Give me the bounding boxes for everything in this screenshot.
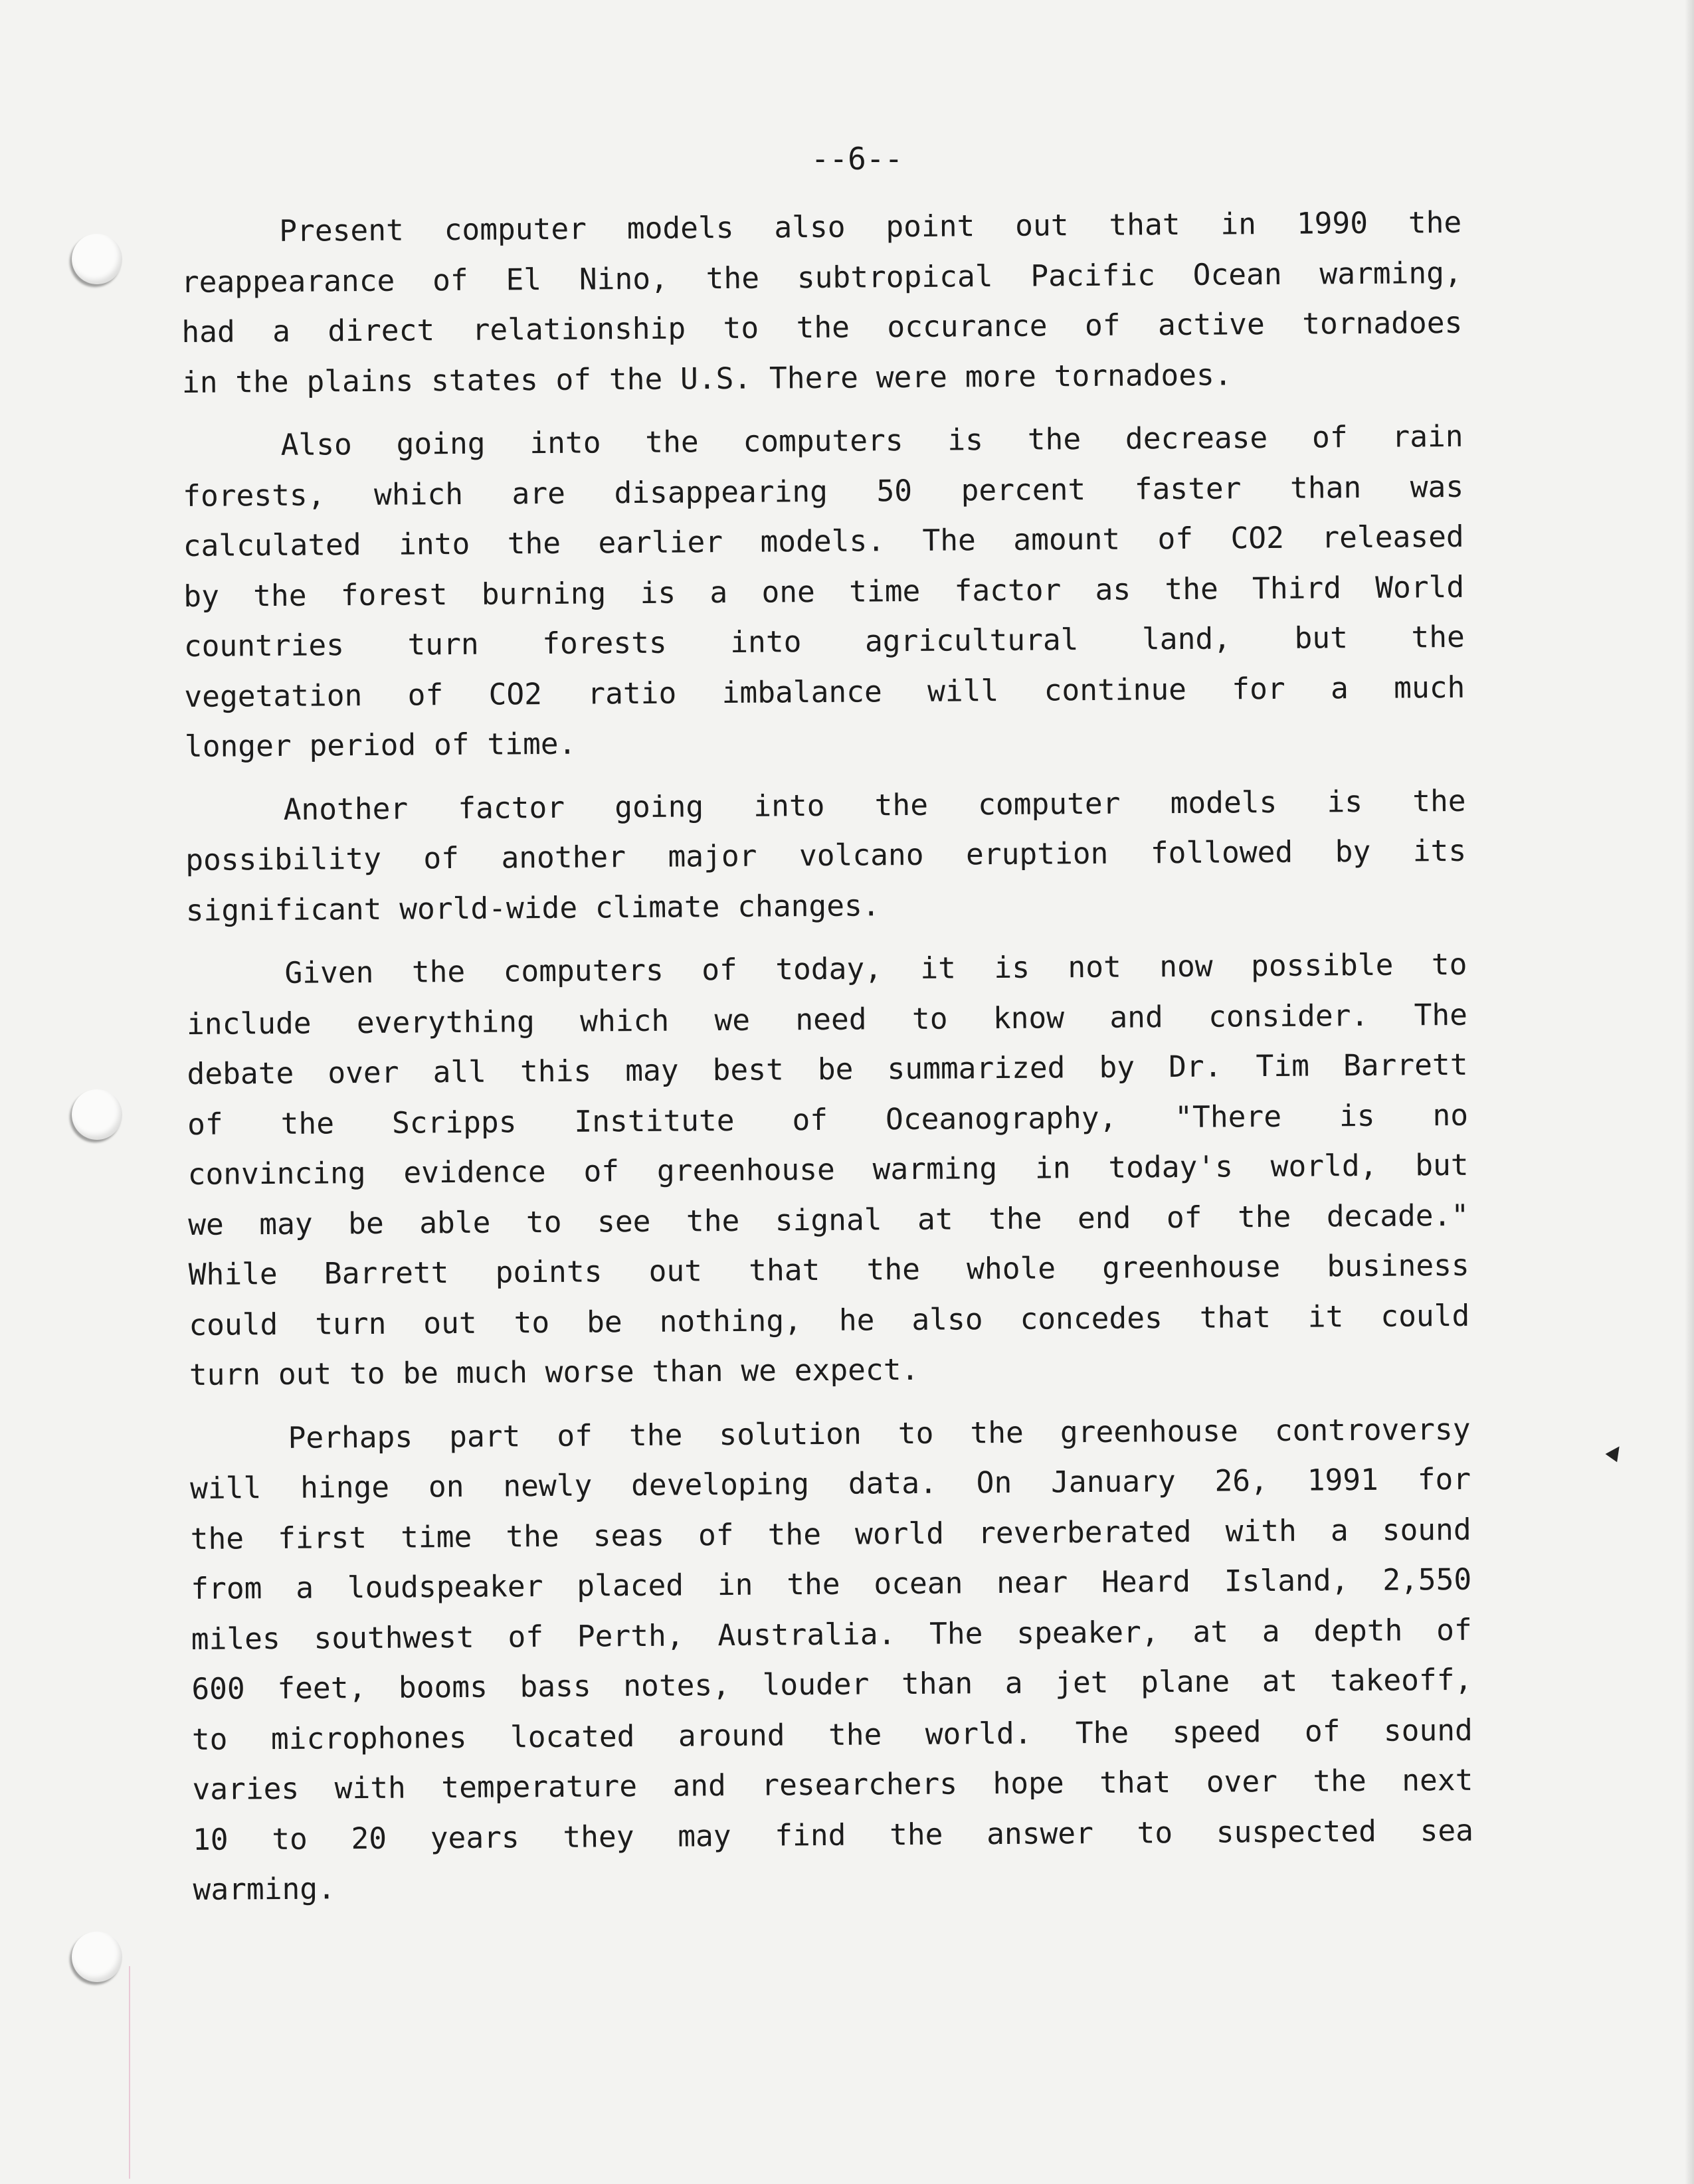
text-line: the first time the seas of the world reverberated with a sound	[190, 1512, 1471, 1556]
text-line: convincing evidence of greenhouse warming in today's world, but	[187, 1148, 1469, 1192]
text-line: 10 to 20 years they may find the answer to suspected sea	[192, 1813, 1474, 1857]
paragraph-5	[189, 1404, 1473, 1915]
text-line: Given the computers of today, it is not now possible to	[284, 947, 1467, 990]
text-line: Perhaps part of the solution to the greenhouse controversy	[288, 1412, 1471, 1455]
text-line: countries turn forests into agricultural land, but the	[183, 620, 1465, 664]
text-line: While Barrett points out that the whole greenhouse business	[188, 1248, 1469, 1292]
ink-mark-icon: ▲	[1604, 1437, 1629, 1465]
paragraph-4	[186, 940, 1470, 1401]
text-line: could turn out to be nothing, he also concedes that it could	[189, 1299, 1470, 1342]
punch-hole-bottom	[72, 1932, 122, 1982]
text-line: Also going into the computers is the decrease of rain	[280, 419, 1463, 462]
margin-line	[129, 1966, 130, 2179]
text-line: varies with temperature and researchers hope that over the next	[192, 1763, 1473, 1807]
text-line: include everything which we need to know and consider. The	[186, 998, 1468, 1042]
text-line: Present computer models also point out that in 1990 the	[279, 205, 1462, 248]
text-line: reappearance of El Nino, the subtropical Pacific Ocean warming,	[181, 256, 1462, 300]
text-line: possibility of another major volcano eruption followed by its	[185, 834, 1467, 877]
text-line: longer period of time.	[184, 727, 577, 764]
text-line: miles southwest of Perth, Australia. The speaker, at a depth of	[191, 1613, 1472, 1657]
paragraph-3	[185, 776, 1467, 936]
text-line: debate over all this may best be summarized by Dr. Tim Barrett	[187, 1047, 1468, 1091]
paragraph-1	[181, 198, 1463, 408]
punch-hole-middle	[72, 1089, 122, 1140]
text-line: 600 feet, booms bass notes, louder than a jet plane at takeoff,	[191, 1663, 1473, 1706]
text-line: had a direct relationship to the occurance of active tornadoes	[181, 306, 1463, 349]
text-line: we may be able to see the signal at the end of the decade."	[188, 1198, 1469, 1242]
page-number: --6--	[810, 141, 903, 177]
punch-hole-top	[72, 234, 122, 284]
text-line: forests, which are disappearing 50 percent faster than was	[183, 470, 1464, 513]
text-line: by the forest burning is a one time factor as the Third World	[183, 570, 1465, 614]
text-line: vegetation of CO2 ratio imbalance will continue for a much	[184, 670, 1465, 714]
paragraph-2	[182, 412, 1465, 773]
text-line: from a loudspeaker placed in the ocean near Heard Island, 2,550	[191, 1562, 1472, 1606]
text-line: to microphones located around the world. The speed of sound	[191, 1713, 1473, 1757]
text-line: of the Scripps Institute of Oceanography, "There is no	[187, 1098, 1469, 1142]
text-line: in the plains states of the U.S. There were more tornadoes.	[181, 357, 1232, 400]
text-line: warming.	[193, 1872, 336, 1907]
text-line: Another factor going into the computer models is the	[283, 784, 1466, 827]
text-line: turn out to be much worse than we expect.	[189, 1352, 919, 1392]
body-text	[181, 198, 1474, 1929]
text-line: calculated into the earlier models. The amount of CO2 released	[183, 519, 1464, 563]
text-line: will hinge on newly developing data. On January 26, 1991 for	[189, 1462, 1471, 1506]
text-line: significant world-wide climate changes.	[185, 888, 880, 928]
